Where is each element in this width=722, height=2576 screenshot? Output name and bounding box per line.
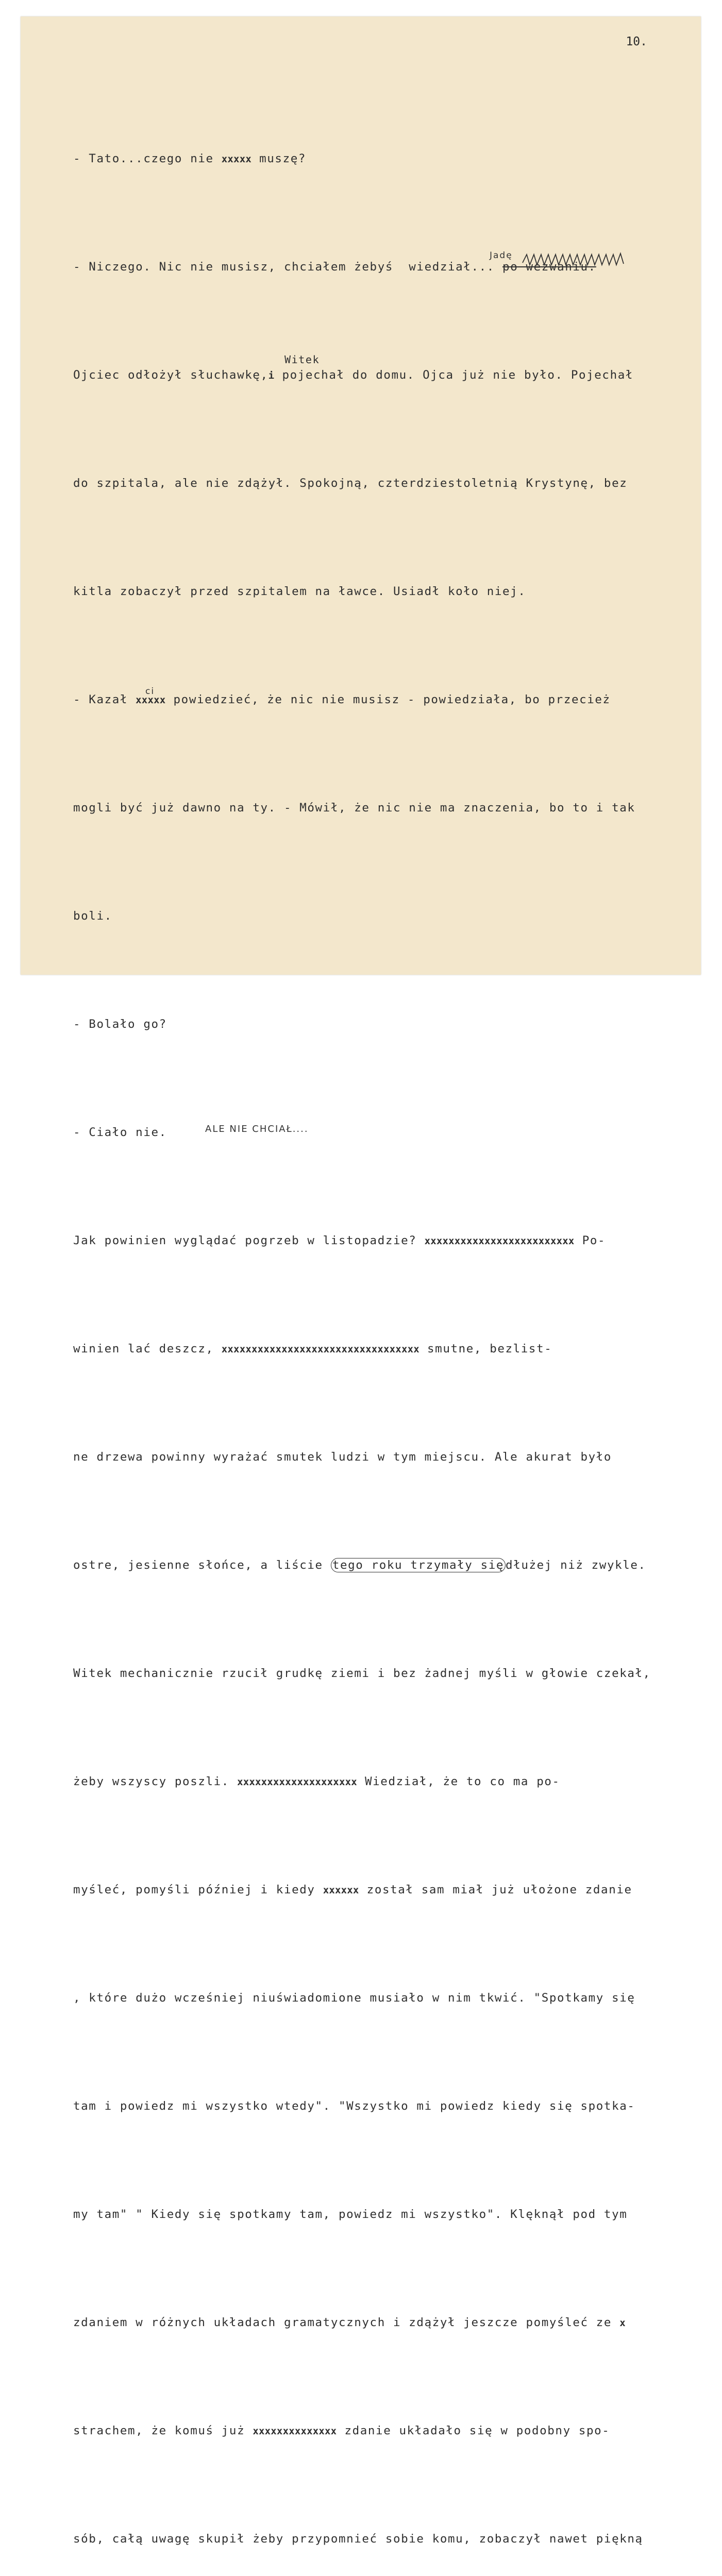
text-line: - Kazał xxxxx powiedzieć, że nic nie musisz - powiedziała, bo przecież ci bbox=[73, 686, 692, 714]
text-line: - Bolało go? bbox=[73, 1017, 167, 1031]
typed-strikeout: xxxxxxxxxxxxxxxxxxxxxxxxxxxxxxxxx bbox=[221, 1343, 419, 1355]
text-line: , które dużo wcześniej niuświadomione musiało w nim tkwić. "Spotkamy się bbox=[73, 1991, 635, 2005]
text-line: strachem, że komuś już xxxxxxxxxxxxxx zdanie układało się w podobny spo- bbox=[73, 2424, 610, 2437]
handwritten-jade: Jadę bbox=[490, 250, 513, 261]
typescript-body bbox=[73, 64, 692, 2576]
text-line: Witek mechanicznie rzucił grudkę ziemi i bez żadnej myśli w głowie czekał, bbox=[73, 1666, 651, 1680]
text-line: kitla zobaczył przed szpitalem na ławce. Usiadł koło niej. bbox=[73, 584, 526, 598]
typed-strikeout: x bbox=[619, 2317, 626, 2329]
typed-strikeout: xxxxx bbox=[221, 153, 251, 165]
typed-strikeout: xxxxxxxxxxxxxxxxxxxxxxxxx bbox=[424, 1235, 575, 1247]
text-line: mogli być już dawno na ty. - Mówił, że nic nie ma znaczenia, bo to i tak bbox=[73, 801, 635, 815]
typed-strikeout: xxxxxxxxxxxxxx bbox=[253, 2425, 337, 2437]
text-line: boli. bbox=[73, 909, 112, 923]
document-page bbox=[21, 16, 701, 2546]
text-line: my tam" " Kiedy się spotkamy tam, powiedz mi wszystko". Klęknął pod tym bbox=[73, 2207, 628, 2221]
text-line: żeby wszyscy poszli. xxxxxxxxxxxxxxxxxxxx Wiedział, że to co ma po- bbox=[73, 1774, 560, 1788]
text-line: zdaniem w różnych układach gramatycznych i zdążył jeszcze pomyśleć ze x bbox=[73, 2315, 626, 2329]
text-line: Jak powinien wyglądać pogrzeb w listopadzie? xxxxxxxxxxxxxxxxxxxxxxxxx Po- bbox=[73, 1233, 606, 1247]
typed-strikeout: xxxxx bbox=[136, 694, 166, 706]
text-line: Ojciec odłożył słuchawkę,i pojechał do domu. Ojca już nie było. Pojechał Witek bbox=[73, 362, 692, 389]
text-line: myśleć, pomyśli później i kiedy xxxxxx został sam miał już ułożone zdanie bbox=[73, 1883, 632, 1896]
typed-insert-witek: Witek bbox=[284, 353, 320, 366]
typed-strikeout: i bbox=[268, 369, 275, 381]
handwritten-ci: ci bbox=[145, 686, 155, 697]
text-line: ne drzewa powinny wyrażać smutek ludzi w tym miejscu. Ale akurat było bbox=[73, 1450, 612, 1464]
handwritten-ale-nie-chcial: ALE NIE CHCIAŁ.... bbox=[205, 1123, 309, 1134]
text-line: - Ciało nie. ALE NIE CHCIAŁ.... bbox=[73, 1119, 692, 1146]
page-number: 10. bbox=[626, 35, 647, 48]
ink-scribble bbox=[522, 251, 635, 270]
text-line: winien lać deszcz, xxxxxxxxxxxxxxxxxxxxxxxxxxxxxxxxx smutne, bezlist- bbox=[73, 1342, 552, 1355]
typed-strikeout: xxxxxx bbox=[323, 1884, 359, 1896]
crossed-out-text: po wezwaniu. bbox=[502, 260, 596, 274]
circled-phrase: tego roku trzymały się bbox=[331, 1558, 506, 1572]
text-line: - Niczego. Nic nie musisz, chciałem żebyś wiedział... po wezwaniu. Jadę bbox=[73, 253, 692, 281]
text-line: tam i powiedz mi wszystko wtedy". "Wszystko mi powiedz kiedy się spotka- bbox=[73, 2099, 635, 2113]
text-line: ostre, jesienne słońce, a liście tego roku trzymały się dłużej niż zwykle. bbox=[73, 1558, 646, 1572]
text-line: do szpitala, ale nie zdążył. Spokojną, czterdziestoletnią Krystynę, bez bbox=[73, 476, 628, 490]
typed-strikeout: xxxxxxxxxxxxxxxxxxxx bbox=[237, 1776, 357, 1788]
text-line: sób, całą uwagę skupił żeby przypomnieć sobie komu, zobaczył nawet piękną bbox=[73, 2532, 643, 2546]
text-line: - Tato...czego nie xxxxx muszę? bbox=[73, 151, 307, 165]
